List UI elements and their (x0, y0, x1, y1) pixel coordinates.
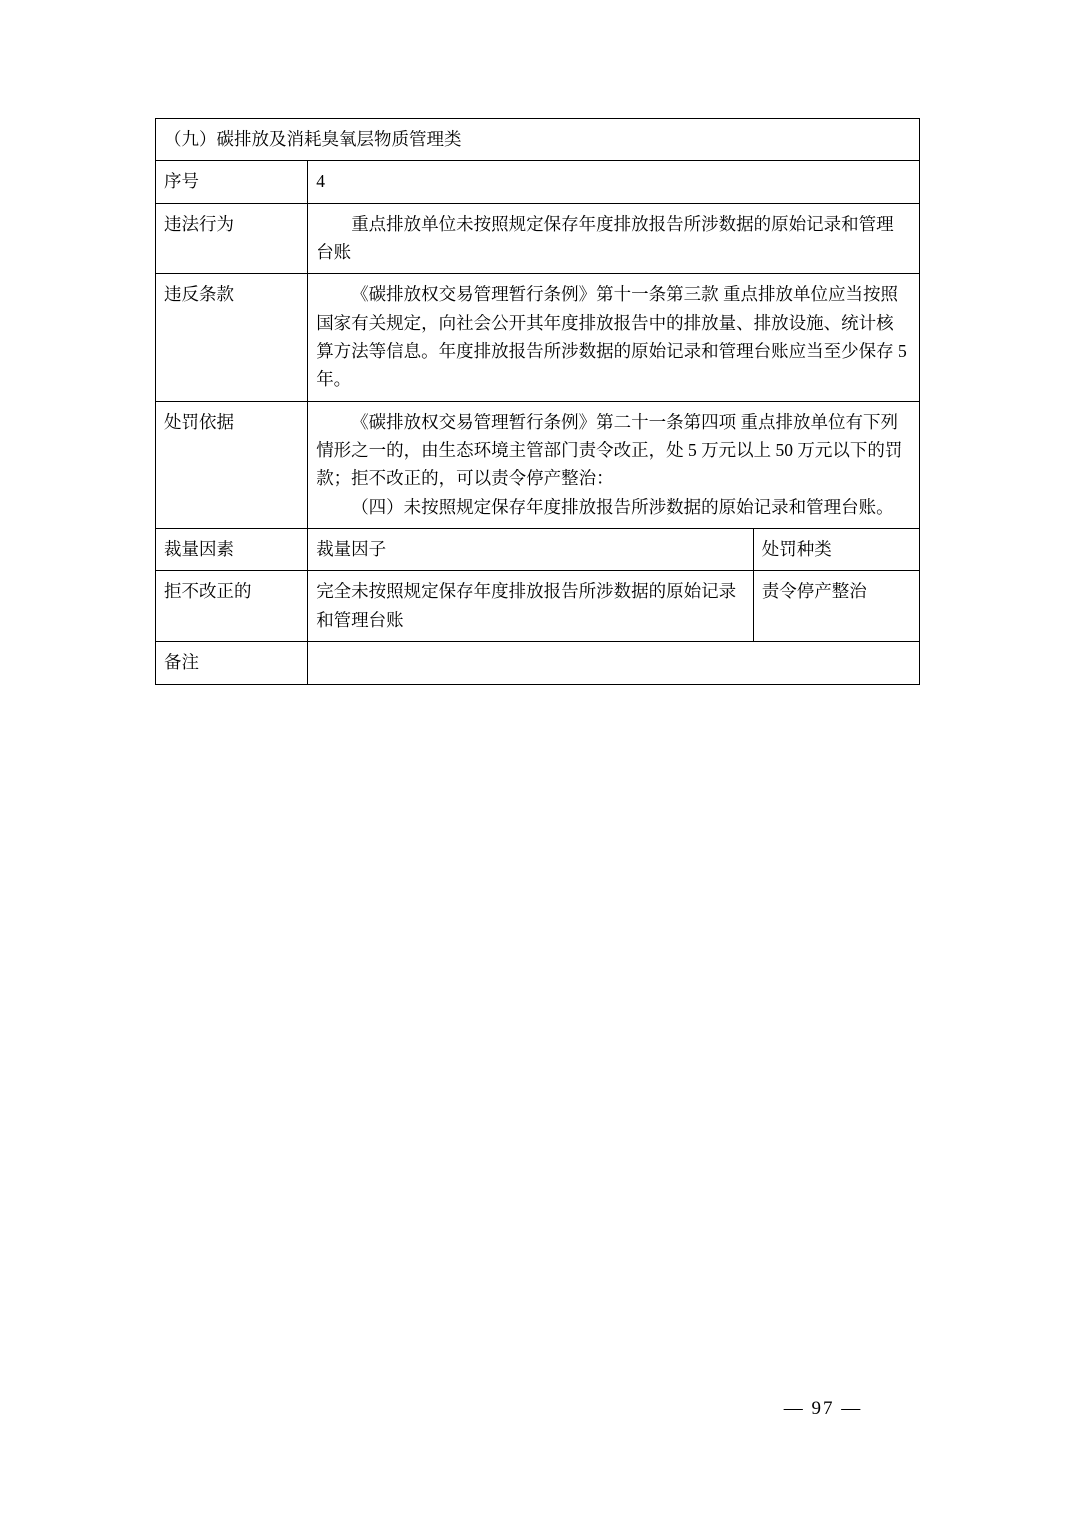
serial-value: 4 (316, 171, 325, 192)
discretion-label-cell (156, 529, 308, 571)
page-number: — 97 — (783, 1398, 863, 1419)
table-row-section-heading (156, 119, 920, 161)
refuse-label: 拒不改正的 (164, 581, 252, 602)
penalty-basis-value-cell (308, 401, 920, 528)
clause-label-cell (156, 274, 308, 401)
violation-value-cell (308, 203, 920, 274)
clause-value: 《碳排放权交易管理暂行条例》第十一条第三款 重点排放单位应当按照国家有关规定，向社会公开其年度排放报告中的排放量、排放设施、统计核算方法等信息。年度排放报告所涉数据的原始记录和管理台账应当至少保存 5 年。 (316, 284, 907, 390)
refuse-factor: 完全未按照规定保存年度排放报告所涉数据的原始记录和管理台账 (316, 581, 737, 630)
section-heading-cell (156, 119, 920, 161)
table-row-clause (156, 274, 920, 401)
penalty-discretion-table (155, 118, 920, 685)
refuse-label-cell (156, 571, 308, 642)
violation-label-cell (156, 203, 308, 274)
violation-label: 违法行为 (164, 213, 234, 234)
table-row-violation (156, 203, 920, 274)
table-row-remark (156, 642, 920, 684)
table-row-discretion-header (156, 529, 920, 571)
remark-value (316, 648, 911, 676)
refuse-penalty-cell (753, 571, 919, 642)
remark-label: 备注 (164, 652, 199, 673)
penalty-type-header: 处罚种类 (761, 539, 832, 560)
table-row-serial (156, 161, 920, 203)
refuse-penalty: 责令停产整治 (761, 581, 867, 602)
penalty-basis-paragraph-2: （四）未按照规定保存年度排放报告所涉数据的原始记录和管理台账。 (351, 496, 894, 517)
violation-value: 重点排放单位未按照规定保存年度排放报告所涉数据的原始记录和管理台账 (316, 213, 894, 263)
penalty-basis-paragraph-1: 《碳排放权交易管理暂行条例》第二十一条第四项 重点排放单位有下列情形之一的，由生态环境主管部门责令改正，处 5 万元以上 50 万元以下的罚款；拒不改正的，可以责令停产整治： (316, 411, 903, 489)
remark-value-cell (308, 642, 920, 684)
discretion-label: 裁量因素 (164, 539, 234, 560)
remark-label-cell (156, 642, 308, 684)
serial-value-cell (308, 161, 920, 203)
discretion-factor-header-cell (308, 529, 754, 571)
clause-label: 违反条款 (164, 284, 234, 305)
page-footer (0, 1398, 1074, 1420)
clause-value-cell (308, 274, 920, 401)
penalty-basis-label-cell (156, 401, 308, 528)
penalty-basis-label: 处罚依据 (164, 411, 234, 432)
table-row-penalty-basis (156, 401, 920, 528)
serial-label-cell (156, 161, 308, 203)
discretion-factor-header: 裁量因子 (316, 539, 387, 560)
serial-label: 序号 (164, 171, 199, 192)
section-heading-text: （九）碳排放及消耗臭氧层物质管理类 (164, 129, 462, 149)
refuse-factor-cell (308, 571, 754, 642)
penalty-type-header-cell (753, 529, 919, 571)
table-row-refuse (156, 571, 920, 642)
